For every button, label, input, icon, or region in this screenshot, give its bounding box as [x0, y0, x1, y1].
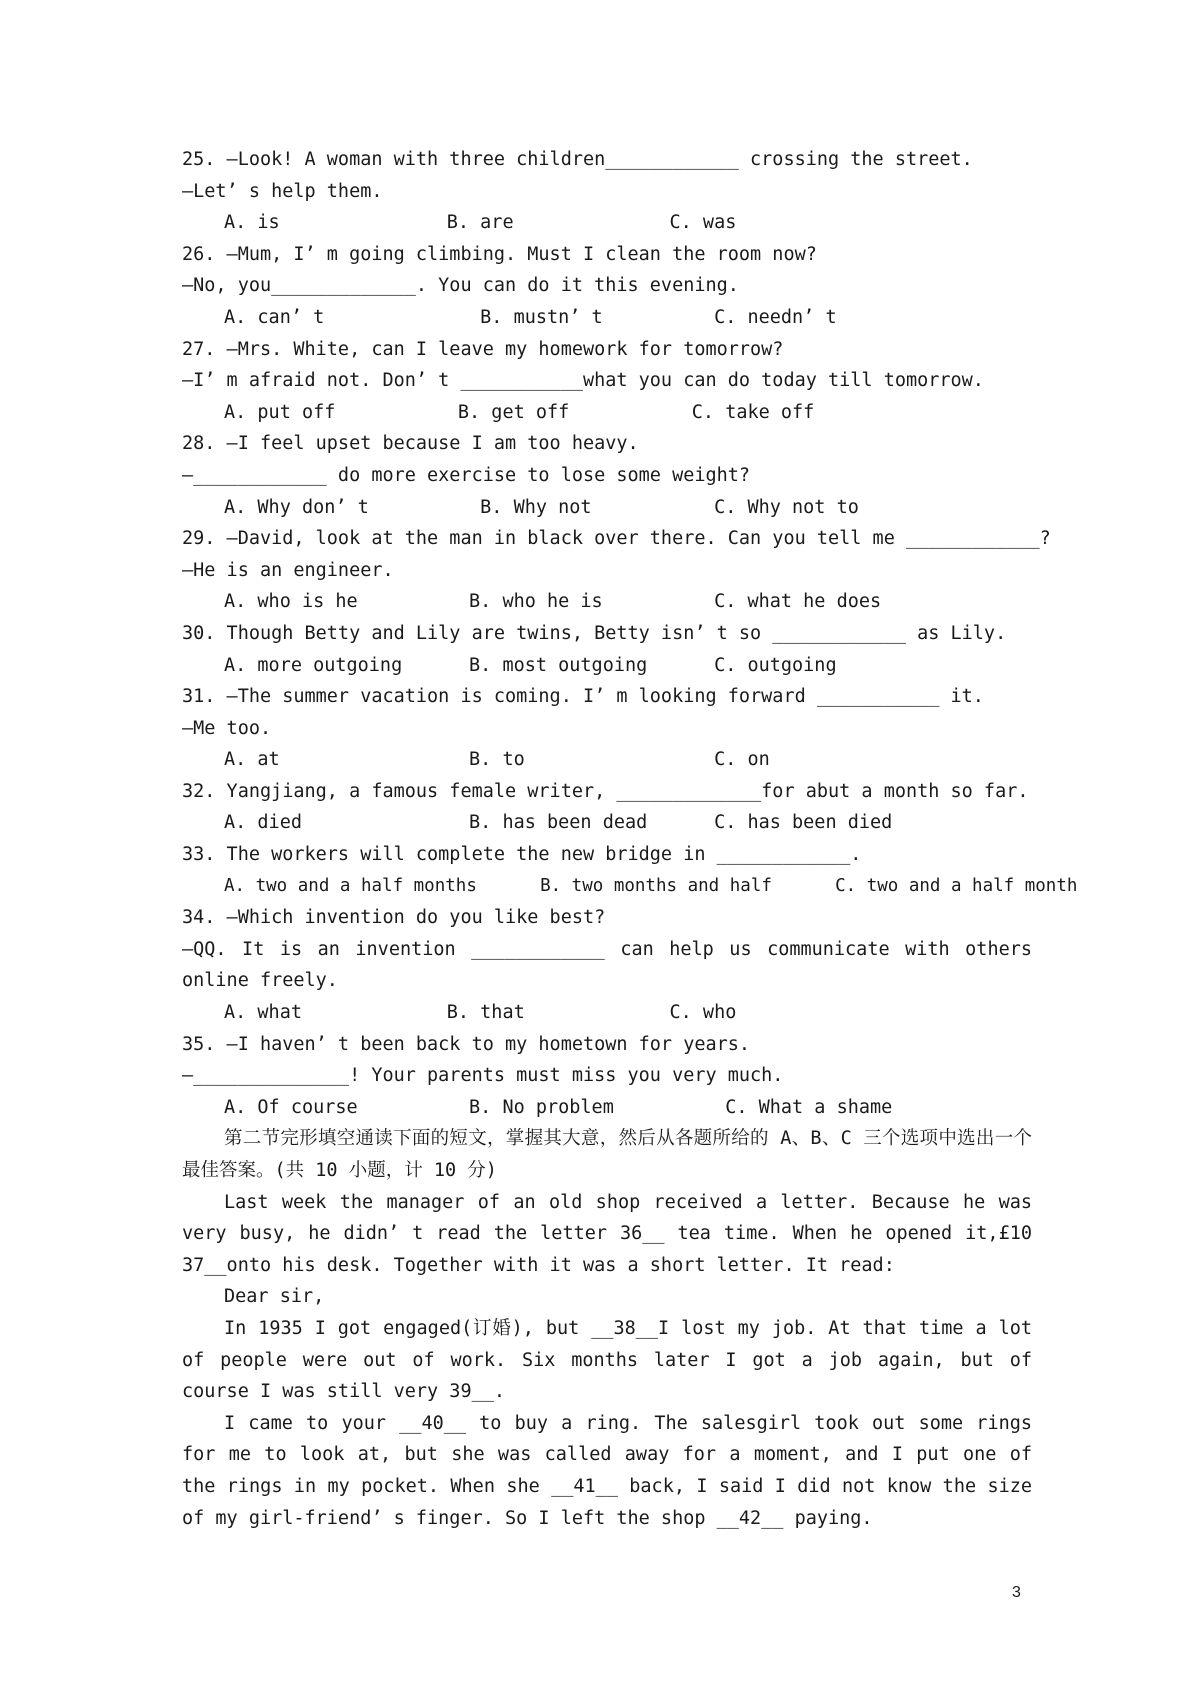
question-26-reply: —No, you_____________. You can do it this evening. — [182, 275, 739, 297]
question-30-prompt: 30. Though Betty and Lily are twins, Betty isn’ t so ____________ as Lily. — [182, 622, 1007, 644]
question-33-options: A. two and a half months B. two months and half C. two and a half month — [224, 875, 1078, 896]
page-number: 3 — [1012, 1584, 1021, 1601]
question-34-options: A. what B. that C. who — [224, 1002, 737, 1024]
question-27-prompt: 27. —Mrs. White, can I leave my homework for tomorrow? — [182, 338, 784, 360]
question-32-options: A. died B. has been dead C. has been died — [224, 812, 893, 834]
exam-page — [182, 144, 1078, 1534]
question-26-options: A. can’ t B. mustn’ t C. needn’ t — [224, 306, 837, 328]
question-27-reply: —I’ m afraid not. Don’ t ___________what you can do today till tomorrow. — [182, 370, 984, 392]
question-25-options: A. is B. are C. was — [224, 212, 737, 234]
question-35-options: A. Of course B. No problem C. What a shame — [224, 1096, 893, 1118]
letter-salutation: Dear sir, — [224, 1286, 325, 1308]
question-29-reply: —He is an engineer. — [182, 559, 394, 581]
question-28-options: A. Why don’ t B. Why not C. Why not to — [224, 496, 859, 518]
question-28-prompt: 28. —I feel upset because I am too heavy. — [182, 433, 639, 455]
question-34-reply: —QQ. It is an invention ____________ can help us communicate with others online freely. — [182, 938, 1032, 992]
question-35-prompt: 35. —I haven’ t been back to my hometown for years. — [182, 1033, 751, 1055]
cloze-paragraph-1: Last week the manager of an old shop received a letter. Because he was very busy, he didn’ t read the letter 36__ tea time. When he opened it,£10 37__onto his desk. Together with it was a short letter. It read: — [182, 1191, 1032, 1276]
question-28-reply: —____________ do more exercise to lose some weight? — [182, 464, 751, 486]
question-32-prompt: 32. Yangjiang, a famous female writer, _____________for abut a month so far. — [182, 780, 1029, 802]
question-25-prompt: 25. —Look! A woman with three children____________ crossing the street. — [182, 149, 973, 170]
question-25-reply: —Let’ s help them. — [182, 180, 383, 202]
question-27-options: A. put off B. get off C. take off — [224, 401, 815, 423]
question-29-options: A. who is he B. who he is C. what he does — [224, 591, 882, 613]
cloze-paragraph-3: I came to your __40__ to buy a ring. The salesgirl took out some rings for me to look at, but she was called away for a moment, and I put one of the rings in my pocket. When she __41__ back, I said I did not know the size of my girl-friend’ s finger. So I left the shop __42__ paying. — [182, 1412, 1032, 1529]
question-31-reply: —Me too. — [182, 717, 272, 739]
question-33-prompt: 33. The workers will complete the new bridge in ____________. — [182, 844, 862, 866]
question-34-prompt: 34. —Which invention do you like best? — [182, 907, 606, 929]
question-31-prompt: 31. —The summer vacation is coming. I’ m looking forward ___________ it. — [182, 686, 984, 708]
cloze-paragraph-2: In 1935 I got engaged(订婚), but __38__I lost my job. At that time a lot of people were out of work. Six months later I got a job again, but of course I was still very 39__. — [182, 1317, 1032, 1403]
question-29-prompt: 29. —David, look at the man in black over there. Can you tell me ____________? — [182, 528, 1051, 550]
question-30-options: A. more outgoing B. most outgoing C. outgoing — [224, 654, 837, 676]
section-2-instructions: 第二节完形填空通读下面的短文，掌握其大意，然后从各题所给的 A、B、C 三个选项中选出一个最佳答案。(共 10 小题，计 10 分) — [182, 1128, 1032, 1181]
question-35-reply: —______________! Your parents must miss you very much. — [182, 1065, 784, 1087]
question-26-prompt: 26. —Mum, I’ m going climbing. Must I clean the room now? — [182, 243, 817, 265]
question-31-options: A. at B. to C. on — [224, 749, 770, 771]
